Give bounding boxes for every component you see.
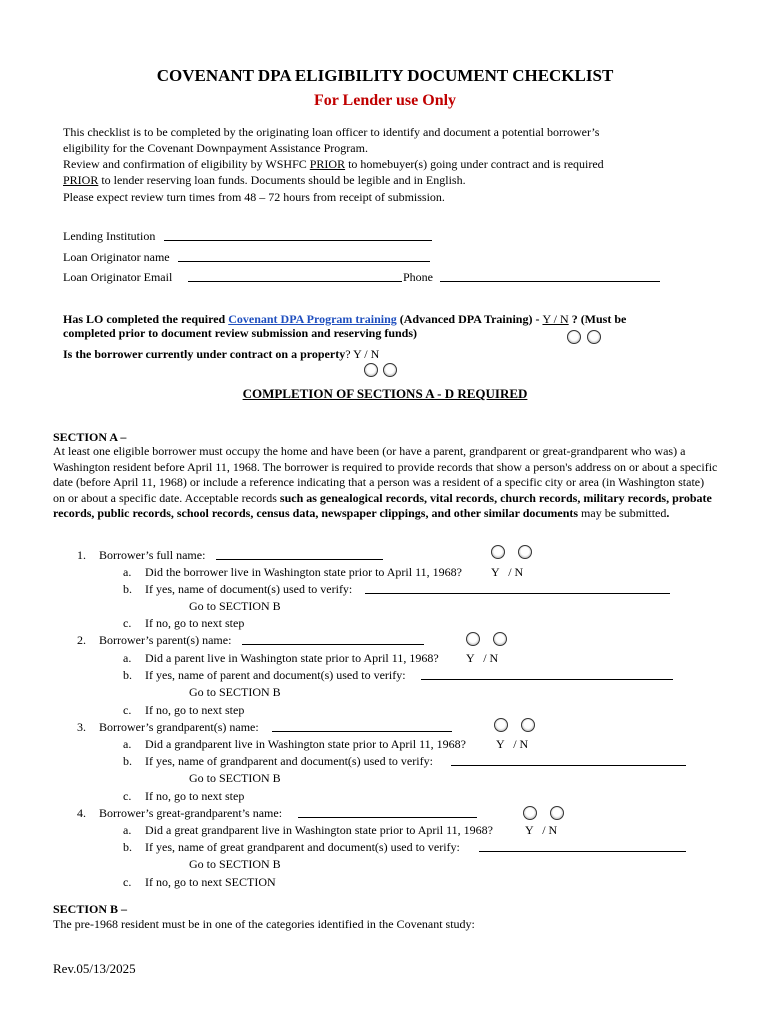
intro-text: Review and confirmation of eligibility by WSHFC bbox=[63, 157, 310, 171]
prior-emphasis: PRIOR bbox=[309, 157, 346, 171]
sub-letter: c. bbox=[123, 789, 132, 803]
item-number: 4. bbox=[77, 806, 86, 820]
question-text: (Advanced DPA Training) - bbox=[396, 312, 543, 326]
question-text: ? (Must be bbox=[568, 312, 627, 326]
sub-letter: a. bbox=[123, 737, 132, 751]
section-a-heading: SECTION A – bbox=[53, 430, 127, 444]
section-a-records: such as genealogical records, vital records, church records, military records, probate records, public records, school records, census data, newspaper clippings, and other similar documents bbox=[53, 490, 712, 520]
item-number: 2. bbox=[77, 633, 86, 647]
lending-institution-field[interactable] bbox=[164, 229, 432, 241]
sub-letter: a. bbox=[123, 651, 132, 665]
section-b-heading: SECTION B – bbox=[53, 902, 128, 916]
goto-section-b: Go to SECTION B bbox=[189, 685, 281, 699]
borrower-name-label: Borrower’s full name: bbox=[99, 548, 206, 562]
loan-originator-email-field[interactable] bbox=[188, 270, 402, 282]
yes-no-options: Y / N bbox=[496, 737, 529, 751]
sub-letter: b. bbox=[123, 582, 132, 596]
training-link[interactable]: Covenant DPA Program training bbox=[228, 312, 397, 326]
sub-letter: b. bbox=[123, 668, 132, 682]
next-step-text: If no, go to next step bbox=[145, 789, 245, 803]
great-grandparent-name-label: Borrower’s great-grandparent’s name: bbox=[99, 806, 283, 820]
intro-text: to homebuyer(s) going under contract and is required bbox=[345, 157, 604, 171]
great-grandparent-name-field[interactable] bbox=[298, 806, 477, 818]
borrower-question: Did the borrower live in Washington state prior to April 11, 1968? bbox=[145, 565, 462, 579]
question-text: Is the borrower currently under contract on a property bbox=[63, 347, 346, 361]
question-text: Has LO completed the required bbox=[63, 312, 229, 326]
lo-training-question bbox=[63, 312, 626, 326]
borrower-no-radio[interactable] bbox=[518, 545, 532, 559]
lending-institution-label: Lending Institution bbox=[63, 229, 156, 243]
intro-line-5: Please expect review turn times from 48 – 72 hours from receipt of submission. bbox=[63, 190, 445, 204]
grandparent-no-radio[interactable] bbox=[521, 718, 535, 732]
borrower-name-field[interactable] bbox=[216, 548, 383, 560]
sub-letter: b. bbox=[123, 754, 132, 768]
section-a-period: . bbox=[666, 506, 670, 520]
parent-documents-field[interactable] bbox=[421, 668, 673, 680]
grandparent-name-field[interactable] bbox=[272, 720, 452, 732]
borrower-yes-radio[interactable] bbox=[491, 545, 505, 559]
revision-date: Rev.05/13/2025 bbox=[53, 961, 136, 976]
great-grandparent-question: Did a great grandparent live in Washington state prior to April 11, 1968? bbox=[145, 823, 493, 837]
section-a-text: may be submitted bbox=[578, 506, 667, 520]
yes-no-options: ? Y / N bbox=[345, 347, 380, 361]
borrower-documents-label: If yes, name of document(s) used to verify: bbox=[145, 582, 353, 596]
yes-no-options: Y / N bbox=[542, 312, 569, 326]
loan-originator-email-label: Loan Originator Email bbox=[63, 270, 173, 284]
yes-no-options: Y / N bbox=[466, 651, 499, 665]
parent-name-field[interactable] bbox=[242, 633, 424, 645]
section-a-body bbox=[53, 444, 718, 522]
sub-letter: a. bbox=[123, 565, 132, 579]
training-no-radio[interactable] bbox=[587, 330, 601, 344]
parent-documents-label: If yes, name of parent and document(s) used to verify: bbox=[145, 668, 406, 682]
lo-training-question-line-2: completed prior to document review submission and reserving funds) bbox=[63, 326, 418, 340]
great-grandparent-documents-label: If yes, name of great grandparent and document(s) used to verify: bbox=[145, 840, 460, 854]
intro-text: to lender reserving loan funds. Documents should be legible and in English. bbox=[98, 173, 466, 187]
parent-yes-radio[interactable] bbox=[466, 632, 480, 646]
intro-line-4 bbox=[63, 173, 466, 187]
yes-no-options: Y / N bbox=[491, 565, 524, 579]
section-a-text: At least one eligible borrower must occupy the home and have been (or have a parent, grandparent or great-grandparent who was) a Washington resident before April 11, 1968. The borrower is required to provide records that show a person's address on or about a specific date (before April 11, 1968) or include a reference indicating that a person was a resident of a specific city or area (in Washington state) on or about a specific date. Acceptable records bbox=[53, 444, 718, 505]
sub-letter: c. bbox=[123, 703, 132, 717]
grandparent-name-label: Borrower’s grandparent(s) name: bbox=[99, 720, 259, 734]
great-grandparent-no-radio[interactable] bbox=[550, 806, 564, 820]
page-title: COVENANT DPA ELIGIBILITY DOCUMENT CHECKLIST bbox=[156, 66, 614, 85]
goto-section-b: Go to SECTION B bbox=[189, 771, 281, 785]
phone-field[interactable] bbox=[440, 270, 660, 282]
phone-label: Phone bbox=[403, 270, 433, 284]
section-b-body: The pre-1968 resident must be in one of the categories identified in the Covenant study: bbox=[53, 917, 475, 931]
grandparent-documents-field[interactable] bbox=[451, 754, 686, 766]
contract-yes-radio[interactable] bbox=[364, 363, 378, 377]
grandparent-documents-label: If yes, name of grandparent and document(s) used to verify: bbox=[145, 754, 433, 768]
grandparent-yes-radio[interactable] bbox=[494, 718, 508, 732]
next-step-text: If no, go to next step bbox=[145, 616, 245, 630]
sub-letter: c. bbox=[123, 875, 132, 889]
goto-section-b: Go to SECTION B bbox=[189, 857, 281, 871]
intro-line-1: This checklist is to be completed by the originating loan officer to identify and document a potential borrower’s bbox=[63, 125, 600, 139]
goto-section-b: Go to SECTION B bbox=[189, 599, 281, 613]
prior-emphasis: PRIOR bbox=[63, 173, 99, 187]
intro-line-3 bbox=[63, 157, 604, 171]
grandparent-question: Did a grandparent live in Washington state prior to April 11, 1968? bbox=[145, 737, 466, 751]
next-step-text: If no, go to next step bbox=[145, 703, 245, 717]
training-yes-radio[interactable] bbox=[567, 330, 581, 344]
sub-letter: a. bbox=[123, 823, 132, 837]
contract-no-radio[interactable] bbox=[383, 363, 397, 377]
sub-letter: c. bbox=[123, 616, 132, 630]
parent-no-radio[interactable] bbox=[493, 632, 507, 646]
under-contract-question bbox=[63, 347, 379, 361]
next-section-text: If no, go to next SECTION bbox=[145, 875, 276, 889]
great-grandparent-documents-field[interactable] bbox=[479, 840, 686, 852]
item-number: 1. bbox=[77, 548, 86, 562]
loan-originator-name-label: Loan Originator name bbox=[63, 250, 170, 264]
loan-originator-name-field[interactable] bbox=[178, 250, 430, 262]
completion-heading: COMPLETION OF SECTIONS A - D REQUIRED bbox=[242, 386, 528, 401]
yes-no-options: Y / N bbox=[525, 823, 558, 837]
intro-line-2: eligibility for the Covenant Downpayment Assistance Program. bbox=[63, 141, 368, 155]
parent-question: Did a parent live in Washington state prior to April 11, 1968? bbox=[145, 651, 439, 665]
great-grandparent-yes-radio[interactable] bbox=[523, 806, 537, 820]
sub-letter: b. bbox=[123, 840, 132, 854]
parent-name-label: Borrower’s parent(s) name: bbox=[99, 633, 232, 647]
borrower-documents-field[interactable] bbox=[365, 582, 670, 594]
page-subtitle: For Lender use Only bbox=[313, 92, 457, 109]
item-number: 3. bbox=[77, 720, 86, 734]
